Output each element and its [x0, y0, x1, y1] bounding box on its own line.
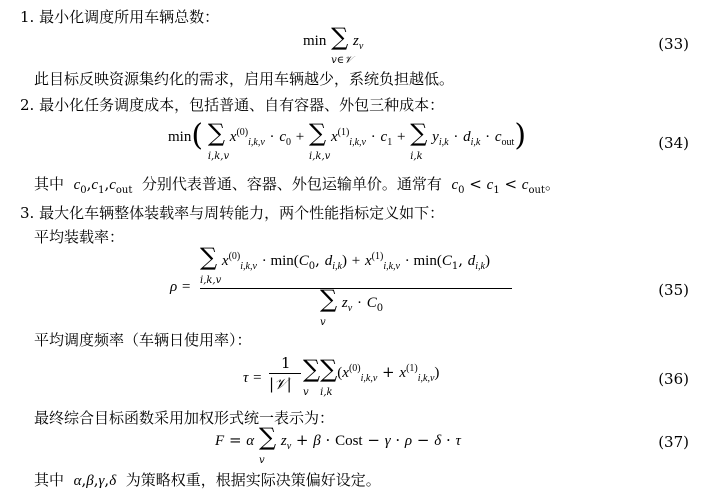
equation-number-35: (35): [658, 281, 689, 299]
item2-title: 2. 最小化任务调度成本，包括普通、自有容器、外包三种成本：: [20, 96, 445, 114]
weights-note: 其中 α,β,γ,δ 为策略权重，根据实际决策偏好设定。: [34, 471, 381, 489]
dispatch-frequency-label: 平均调度频率（车辆日使用率）：: [34, 331, 252, 349]
item2-note: 其中 $c_0,c_1,c_{out}$ 分别代表普通、容器、外包运输单价。通常有 $c_0 < c_1 < c_{out}$。: [34, 175, 560, 196]
item3-title: 3. 最大化车辆整体装载率与周转能力，两个性能指标定义如下：: [20, 204, 445, 222]
equation-34: min( ∑ i,k,v $x^{(0)}_{i,k,v} \cdot c_0$ + ∑ i,k,v $x^{(1)}_{i,k,v} \cdot c_1$ + ∑ i,k $y_{i,k} \cdot d_{i,k} \cdot c_{out}$): [168, 118, 527, 162]
equation-36: τ = 1 |𝒱| ∑ v ∑ i,k $(x^{(0)}_{i,k,v} + x^{(1)}_{i,k,v})$: [243, 354, 440, 398]
equation-33: min ∑ v∈𝒱 $z_v$: [303, 23, 364, 66]
equation-number-33: (33): [658, 35, 689, 53]
equation-37: F = α ∑ v $z_v + \beta$ · Cost − γ · ρ − δ · τ: [215, 423, 461, 466]
item1-title: 1. 最小化调度所用车辆总数：: [20, 8, 220, 26]
cost-word: Cost: [335, 433, 363, 449]
equation-number-36: (36): [658, 370, 689, 388]
item1-description: 此目标反映资源集约化的需求，启用车辆越少，系统负担越低。: [34, 70, 455, 88]
item2-note-mid: 分别代表普通、容器、外包运输单价。通常有: [141, 175, 442, 193]
equation-35: ρ = ∑ i,k,v $x^{(0)}_{i,k,v} \cdot \min(C_0$, $d_{i,k}) + x^{(1)}_{i,k,v} \cdot \min(C_1$, $d_{i,k}$) ∑ v $z_v \cdot C_0$: [170, 248, 520, 328]
item2-note-end: 。: [544, 175, 560, 193]
equation-number-37: (37): [658, 433, 689, 451]
load-rate-label: 平均装载率：: [34, 228, 125, 246]
item2-note-prefix: 其中: [34, 175, 65, 193]
final-objective-label: 最终综合目标函数采用加权形式统一表示为：: [34, 409, 335, 427]
weights-suffix: 为策略权重，根据实际决策偏好设定。: [125, 471, 381, 489]
weights-prefix: 其中: [34, 471, 65, 489]
equation-number-34: (34): [658, 134, 689, 152]
